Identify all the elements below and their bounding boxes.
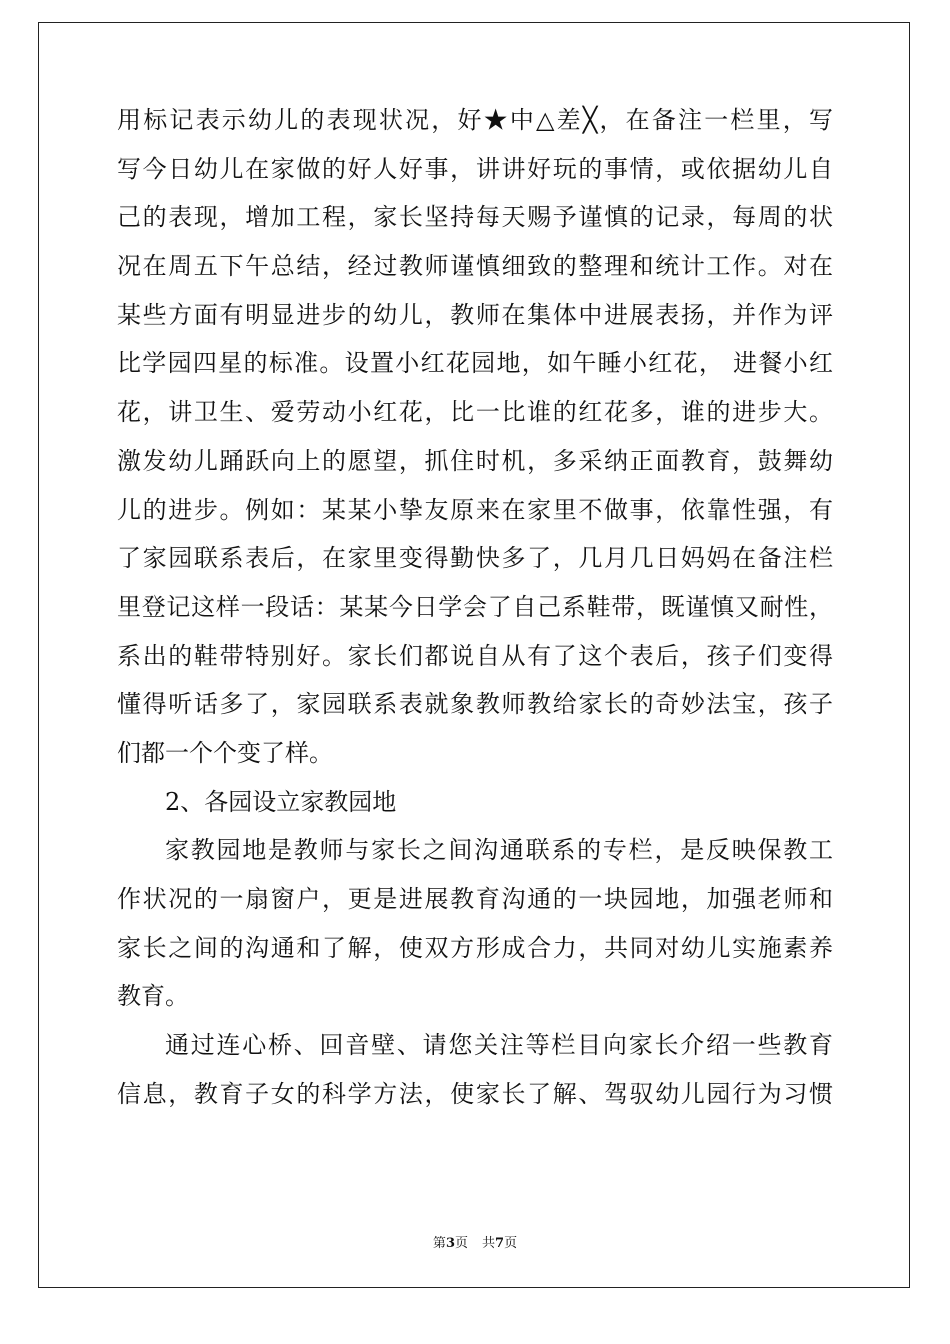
text-line: 况在周五下午总结，经过教师谨慎细致的整理和统计工作。对在	[117, 252, 833, 281]
text-line: 了家园联系表后，在家里变得勤快多了，几月几日妈妈在备注栏	[117, 544, 833, 573]
text-line: 们都一个个变了样。	[117, 738, 333, 767]
text-line: 用标记表示幼儿的表现状况，好★中△差╳，在备注一栏里，写	[117, 106, 833, 134]
text-line: 激发幼儿踊跃向上的愿望，抓住时机，多采纳正面教育，鼓舞幼	[117, 446, 833, 475]
page-current: 3	[445, 1236, 455, 1251]
text-line: 系出的鞋带特别好。家长们都说自从有了这个表后，孩子们变得	[117, 641, 833, 670]
total-suffix: 页	[504, 1236, 518, 1251]
text-line: 比学园四星的标准。设置小红花园地，如午睡小红花， 进餐小红	[117, 349, 833, 378]
text-line: 家教园地是教师与家长之间沟通联系的专栏，是反映保教工	[165, 836, 833, 865]
page-mid: 页	[454, 1236, 468, 1251]
text-line: 里登记这样一段话：某某今日学会了自己系鞋带，既谨慎又耐性，	[117, 592, 833, 621]
text-line: 家长之间的沟通和了解，使双方形成合力，共同对幼儿实施素养	[117, 933, 833, 962]
page-total: 7	[495, 1236, 505, 1251]
text-line: 写今日幼儿在家做的好人好事，讲讲好玩的事情，或依据幼儿自	[117, 154, 833, 183]
text-line: 儿的进步。例如：某某小挚友原来在家里不做事，依靠性强，有	[117, 495, 833, 524]
text-line: 通过连心桥、回音壁、请您关注等栏目向家长介绍一些教育	[165, 1031, 833, 1060]
document-body	[117, 96, 833, 1118]
page-prefix: 第	[432, 1236, 446, 1251]
text-line: 花，讲卫生、爱劳动小红花，比一比谁的红花多，谁的进步大。	[117, 398, 833, 427]
text-line: 己的表现，增加工程，家长坚持每天赐予谨慎的记录，每周的状	[117, 203, 833, 232]
text-line: 懂得听话多了，家园联系表就象教师教给家长的奇妙法宝，孩子	[117, 690, 833, 719]
text-line: 某些方面有明显进步的幼儿，教师在集体中进展表扬，并作为评	[117, 300, 833, 329]
text-line: 作状况的一扇窗户，更是进展教育沟通的一块园地，加强老师和	[117, 885, 833, 913]
page-footer	[0, 1232, 950, 1251]
section-heading: 2、各园设立家教园地	[165, 787, 397, 816]
total-prefix: 共	[482, 1236, 496, 1251]
text-line: 信息，教育子女的科学方法，使家长了解、驾驭幼儿园行为习惯	[117, 1079, 833, 1108]
text-line: 教育。	[117, 982, 189, 1011]
